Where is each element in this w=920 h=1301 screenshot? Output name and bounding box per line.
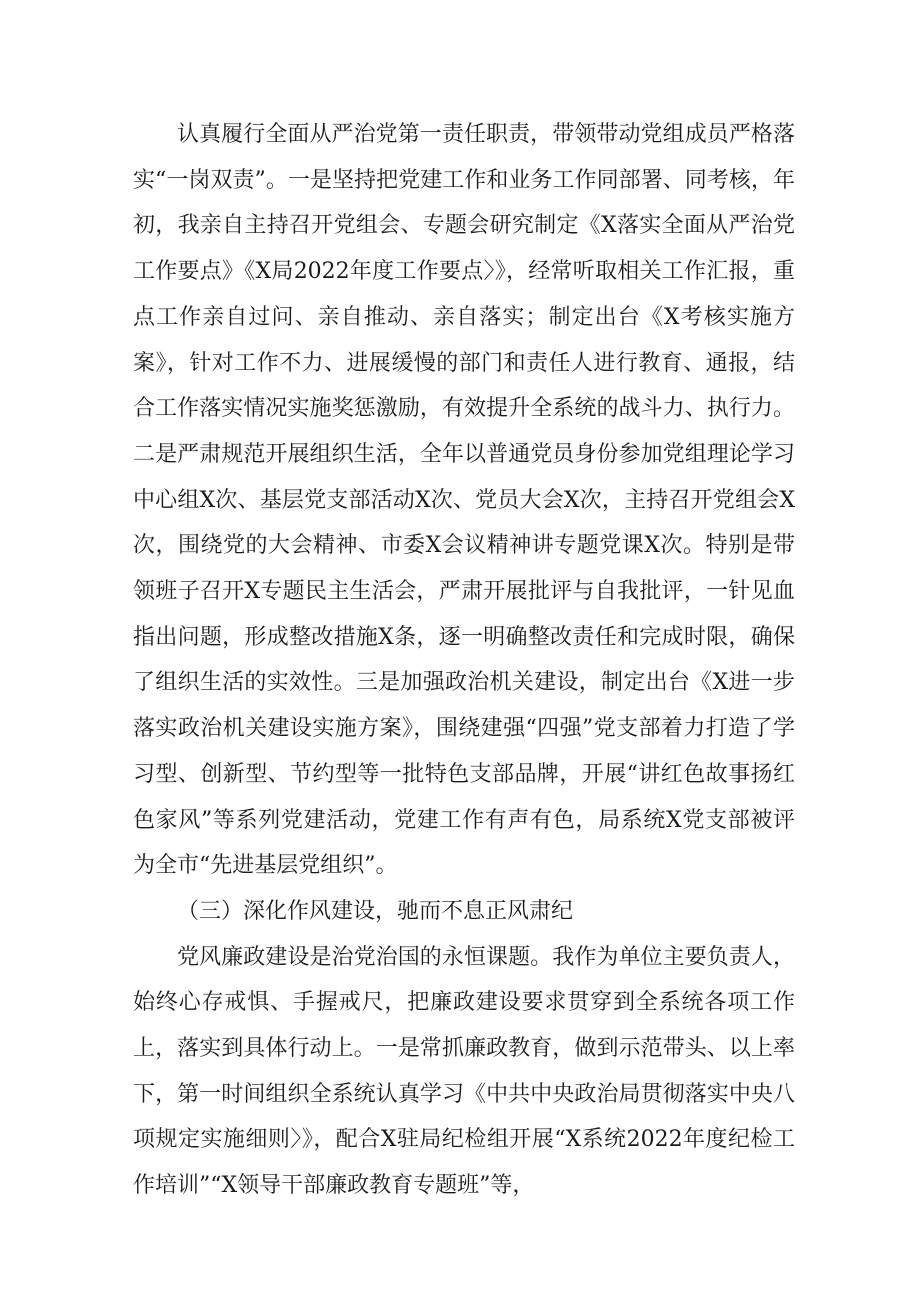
section-heading: （三）深化作风建设，驰而不息正风肃纪	[177, 898, 574, 924]
body-paragraph: 党风廉政建设是治党治国的永恒课题。我作为单位主要负责人，始终心存戒惧、手握戒尺，把廉政建设要求贯穿到全系统各项工作上，落实到具体行动上。一是常抓廉政教育，做到示范带头、以上率下，第一时间组织全系统认真学习《中共中央政治局贯彻落实中央八项规定实施细则〉》，配合X驻局纪检组开展“X系统2022年度纪检工作培训”“X领导干部廉政教育专题班”等，	[133, 944, 795, 1199]
document-page	[133, 112, 795, 1209]
body-paragraph: 认真履行全面从严治党第一责任职责，带领带动党组成员严格落实“一岗双责”。一是坚持把党建工作和业务工作同部署、同考核，年初，我亲自主持召开党组会、专题会研究制定《X落实全面从严治党工作要点》《X局2022年度工作要点〉》，经常听取相关工作汇报，重点工作亲自过问、亲自推动、亲自落实；制定出台《X考核实施方案》，针对工作不力、进展缓慢的部门和责任人进行教育、通报，结合工作落实情况实施奖惩激励，有效提升全系统的战斗力、执行力。二是严肃规范开展组织生活，全年以普通党员身份参加党组理论学习中心组X次、基层党支部活动X次、党员大会X次，主持召开党组会X次，围绕党的大会精神、市委X会议精神讲专题党课X次。特别是带领班子召开X专题民主生活会，严肃开展批评与自我批评，一针见血指出问题，形成整改措施X条，逐一明确整改责任和完成时限，确保了组织生活的实效性。三是加强政治机关建设，制定出台《X进一步落实政治机关建设实施方案》，围绕建强“四强”党支部着力打造了学习型、创新型、节约型等一批特色支部品牌，开展“讲红色故事扬红色家风”等系列党建活动，党建工作有声有色，局系统X党支部被评为全市“先进基层党组织”。	[133, 122, 795, 879]
